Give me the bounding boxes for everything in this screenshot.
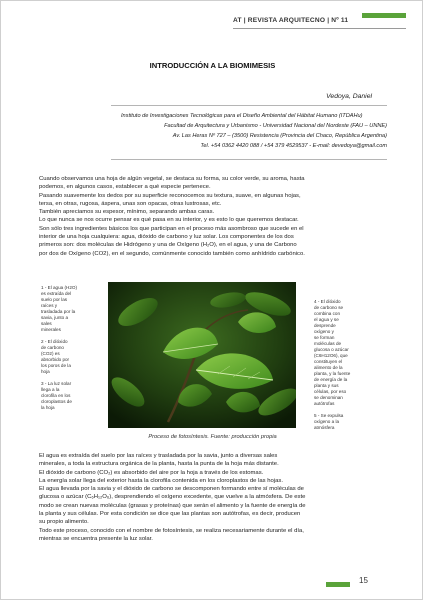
affiliation-line: Tel. +54 0362 4420 088 / +54 379 4529537 - E-mail: devedoya@gmail.com [200, 143, 387, 149]
figure-caption: Proceso de fotosíntesis. Fuente: producción propia [148, 434, 277, 440]
text-line: primeros son: dos moléculas de Hidrógeno y una de Oxígeno (H₂O), en el agua, y una de Carbono [39, 242, 297, 249]
article-title: INTRODUCCIÓN A LA BIOMIMESIS [149, 61, 276, 70]
text-line: El agua es extraída del suelo por las raíces y trasladada por la savia, junto a diversas sales [39, 453, 278, 459]
text-line: modo se crean nuevas moléculas (grasas y proteínas) que serán el alimento y la fuente de energía de [39, 502, 306, 509]
text-line: Cuando observamos una hoja de algún vegetal, se destaca su forma, su color verde, su aroma, hasta [39, 176, 305, 182]
affiliation-line: Instituto de Investigaciones Tecnológicas para el Diseño Ambiental del Hábitat Humano (ITDAHu) [121, 113, 363, 119]
affiliation-block [121, 111, 387, 151]
author-rule [111, 105, 387, 106]
leaf-illustration [108, 282, 296, 428]
header-text: AT | REVISTA ARQUITECNO | Nº 11 [233, 16, 349, 24]
text-line: El dióxido de carbono (CO₂) es absorbido del aire por la hoja a través de los estomas. [39, 469, 264, 476]
text-line: por dos de Oxígeno (CO2), en el segundo, comúnmente conocido también como anhídrido carbónico. [39, 250, 305, 257]
text-line: Pasando suavemente los dedos por su superficie reconocemos su textura, suave, en algunas hojas, [39, 192, 301, 199]
text-line: la planta y sus células. Por esta condición se dice que las plantas son autótrofas, es decir, producen [39, 511, 301, 518]
text-line: tersa, en otras, rugosa, áspera, unas son opacas, otras lustrosas, etc. [39, 200, 222, 207]
body-text [39, 452, 389, 543]
text-line: El agua llevada por la savia y el dióxido de carbono se descomponen formando entre sí moléculas de [39, 486, 304, 493]
text-line: También apreciamos su espesor, mínimo, separando ambas caras. [39, 209, 215, 216]
affiliation-line: Av. Las Heras Nº 727 – (3500) Resistencia (Provincia del Chaco, República Argentina) [172, 133, 387, 139]
figure-left-labels: 1 - El agua (H2O) es extraída del suelo por las raíces y trasladada por la savia, junto a sales minerales 2 - El dióxido de carbono (CO2) es absorbido por los poros de la hoja 3 - La luz solar llega a la clorofila en los cloroplastos de la hoja [41, 285, 77, 410]
text-line: Son sólo tres ingredientes básicos los que participan en el proceso más asombroso que sucede en el [39, 225, 304, 232]
header-rule [233, 28, 406, 29]
text-line: interior de una hoja cualquiera: agua, dióxido de carbono y luz solar. Los componentes de los dos [39, 234, 294, 241]
text-line: glucosa o azúcar (C₆H₁₂O₆), desprendiendo el oxígeno excedente, que vuelve a la atmósfera. De este [39, 494, 306, 501]
text-line: mientras se encuentra presente la luz solar. [39, 535, 153, 542]
affiliation-rule [111, 159, 387, 160]
text-line: Lo que nunca se nos ocurre pensar es qué pasa en su interior, y es esto lo que queremos destacar. [39, 217, 299, 224]
intro-text [39, 175, 389, 258]
article-author: Vedoya, Daniel [326, 93, 372, 100]
text-line: Todo este proceso, conocido con el nombre de fotosíntesis, se realiza necesariamente durante el día, [39, 527, 304, 534]
text-line: minerales, a toda la estructura orgánica de la planta, hasta la punta de la hoja más distante. [39, 461, 279, 468]
affiliation-line: Facultad de Arquitectura y Urbanismo - Universidad Nacional del Nordeste (FAU – UNNE) [164, 123, 387, 129]
running-header [233, 13, 348, 27]
header-accent-bar [362, 13, 406, 18]
photosynthesis-photo [108, 282, 296, 428]
figure-right-labels: 4 - El dióxido de carbono se combina con el agua y se desprende oxígeno y se forman moléculas de glucosa o azúcar (C6H12O6), que constituyen el alimento de la planta, y la fuente de energía de la planta y sus células, por eso se denominan autótrofas 5 - Se expulsa oxígeno a la atmósfera [314, 299, 351, 430]
page-number: 15 [359, 576, 368, 585]
text-line: La energía solar llega del exterior hasta la clorofila contenida en los cloroplastos de las hojas. [39, 477, 283, 484]
text-line: su propio alimento. [39, 519, 89, 526]
footer-accent-bar [326, 582, 350, 587]
text-line: podemos, en algunos casos, establecer a qué especie pertenece. [39, 184, 211, 191]
